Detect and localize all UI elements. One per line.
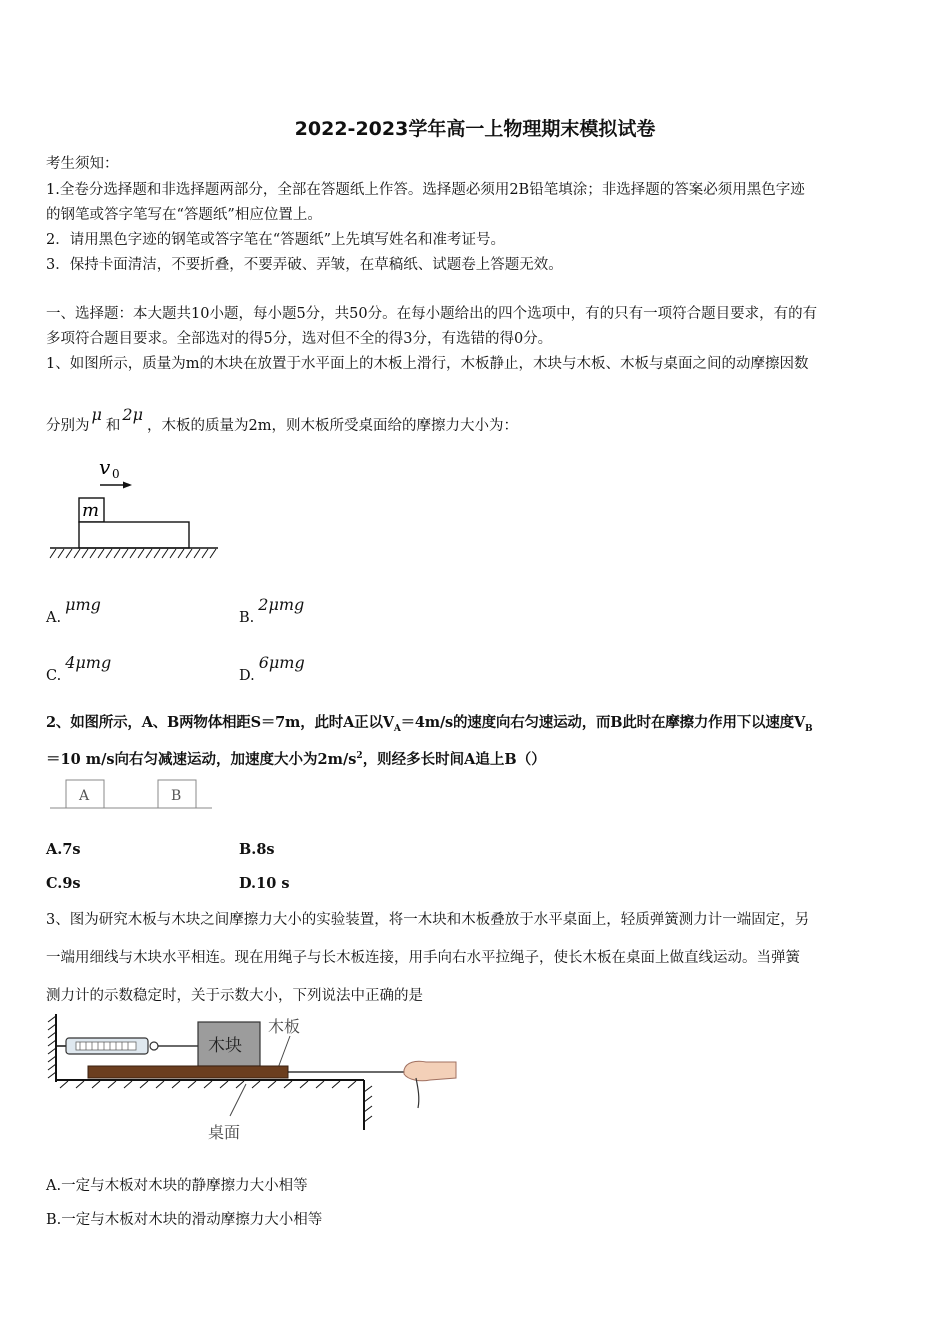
q2-figure [46, 776, 216, 816]
q2-stem-part-2: ＝4m/s的速度向右匀速运动，而B此时在摩擦力作用下以速度V [400, 714, 806, 731]
q1-ground-hatch [50, 549, 216, 558]
notice-item-3: 3．保持卡面清洁，不要折叠，不要弄破、弄皱，在草稿纸、试题卷上答题无效。 [46, 257, 563, 273]
q2-option-b-value: 8s [256, 841, 275, 858]
notice-heading: 考生须知： [46, 156, 119, 172]
q1-option-a[interactable] [46, 595, 101, 626]
q1-prefix: 分别为 [46, 418, 90, 434]
q2-stem-line-1 [46, 711, 812, 734]
q2-option-c-value: 9s [62, 875, 81, 892]
q1-and: 和 [105, 418, 121, 434]
q3-figure [46, 1012, 466, 1147]
q1-option-b[interactable] [239, 595, 305, 626]
q3-table-label: 桌面 [208, 1123, 241, 1142]
q2-option-c-letter: C. [46, 875, 63, 892]
q3-option-b-letter: B. [46, 1212, 62, 1228]
q1-board [79, 522, 189, 548]
q1-velocity-sub: 0 [112, 467, 120, 481]
q2-option-c[interactable] [46, 875, 81, 892]
section-instructions-line-2: 多项符合题目要求。全部选对的得5分，选对但不全的得3分，有选错的得0分。 [46, 331, 553, 347]
notice-item-2: 2．请用黑色字迹的钢笔或答字笔在“答题纸”上先填写姓名和准考证号。 [46, 232, 506, 248]
q3-option-b[interactable] [46, 1208, 322, 1229]
q2-option-d[interactable] [239, 875, 290, 892]
page-title: 2022-2023学年高一上物理期末模拟试卷 [294, 118, 656, 140]
q1-option-d-letter: D. [239, 668, 255, 684]
q1-mu-2: 2μ [122, 405, 143, 424]
q2-option-d-value: 10 s [256, 875, 290, 892]
q1-option-c-letter: C. [46, 668, 62, 684]
q2-option-b-letter: B. [239, 841, 257, 858]
q1-option-c[interactable] [46, 653, 112, 684]
q1-option-b-value: 2μmg [258, 595, 305, 614]
q3-board [88, 1066, 288, 1078]
section-instructions-line-1: 一、选择题：本大题共10小题，每小题5分，共50分。在每小题给出的四个选项中，有的只有一项符合题目要求，有的有 [46, 306, 818, 322]
q3-option-a-value: 一定与木板对木块的静摩擦力大小相等 [61, 1178, 308, 1194]
q1-option-d[interactable] [239, 653, 305, 684]
q3-stem-line-2: 一端用细线与木块水平相连。现在用绳子与长木板连接，用手向右水平拉绳子，使长木板在桌面上做直线运动。当弹簧 [46, 950, 800, 966]
q2-stem-part-1: 2、如图所示，A、B两物体相距S＝7m，此时A正以V [46, 714, 394, 731]
q2-stem-part-3: ＝10 m/s向右匀减速运动，加速度大小为2m/s [46, 751, 357, 768]
q2-option-a-value: 7s [62, 841, 81, 858]
q2-option-a-letter: A. [46, 841, 63, 858]
q3-option-a-letter: A. [46, 1178, 62, 1194]
q3-block-label: 木块 [208, 1036, 242, 1056]
q1-stem-line-2 [46, 405, 518, 435]
notice-item-1-cont: 的钢笔或答字笔写在“答题纸”相应位置上。 [46, 207, 322, 223]
q3-stem-line-3: 测力计的示数稳定时，关于示数大小，下列说法中正确的是 [46, 988, 423, 1004]
q2-option-a[interactable] [46, 841, 81, 858]
q3-stem-line-1: 3、图为研究木板与木块之间摩擦力大小的实验装置，将一木块和木板叠放于水平桌面上，轻质弹簧测力计一端固定，另 [46, 912, 810, 928]
q1-block-label: m [82, 500, 100, 521]
q1-suffix: ，木板的质量为2m，则木板所受桌面给的摩擦力大小为： [146, 418, 518, 434]
q1-option-d-value: 6μmg [258, 653, 305, 672]
q1-option-a-letter: A. [46, 610, 62, 626]
q2-sup-2: 2 [356, 751, 363, 762]
q1-stem-line-1: 1、如图所示，质量为m的木块在放置于水平面上的木板上滑行，木板静止，木块与木板、木板与桌面之间的动摩擦因数 [46, 356, 809, 372]
q2-box-a-label: A [79, 788, 90, 804]
q1-arrow-head-icon [123, 482, 132, 489]
q3-board-label: 木板 [268, 1017, 301, 1036]
q2-option-b[interactable] [239, 841, 275, 858]
q3-table-hatch [60, 1081, 372, 1122]
q2-box-b-label: B [171, 788, 182, 804]
q2-stem-part-4: ，则经多长时间A追上B（） [362, 751, 546, 768]
q1-option-a-value: μmg [65, 595, 101, 614]
notice-item-1: 1.全卷分选择题和非选择题两部分，全部在答题纸上作答。选择题必须用2B铅笔填涂；非选择题的答案必须用黑色字迹 [46, 182, 805, 198]
q2-sub-a: A [393, 723, 401, 734]
q3-wall-hatch [48, 1016, 56, 1078]
q2-stem-line-2 [46, 748, 546, 769]
q3-option-a[interactable] [46, 1174, 308, 1195]
q2-option-d-letter: D. [239, 875, 257, 892]
q1-figure [46, 452, 226, 564]
q1-option-c-value: 4μmg [65, 653, 112, 672]
q2-sub-b: B [805, 723, 813, 734]
q1-mu-1: μ [91, 405, 102, 424]
q1-option-b-letter: B. [239, 610, 255, 626]
q3-option-b-value: 一定与木板对木块的滑动摩擦力大小相等 [61, 1212, 323, 1228]
hand-icon [404, 1061, 456, 1108]
q1-velocity-label: v [99, 455, 111, 479]
